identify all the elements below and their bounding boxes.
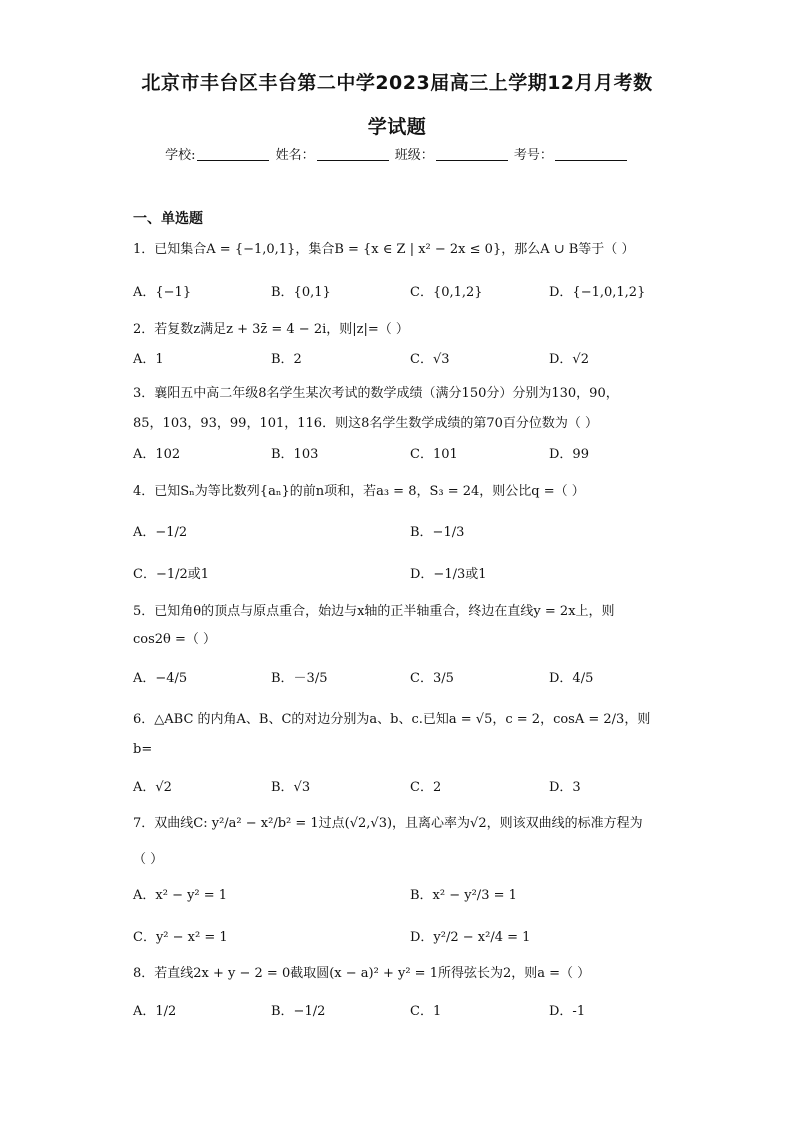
exam-title-line1: 北京市丰台区丰台第二中学2023届高三上学期12月月考数 (141, 72, 653, 94)
question-8-option-b: B．−1/2 (271, 1004, 326, 1019)
question-2-stem: 2．若复数z满足z + 3z̄ = 4 − 2i，则|z|=（ ） (133, 322, 409, 337)
question-5-option-d: D．4/5 (549, 671, 594, 686)
question-6-stem: 6．△ABC 的内角A、B、C的对边分别为a、b、c.已知a = √5，c = 2，cosA = 2/3，则 (133, 712, 651, 727)
question-4-option-a: A．−1/2 (133, 525, 188, 540)
exam-title-line2: 学试题 (367, 116, 427, 138)
question-5-stem: 5．已知角θ的顶点与原点重合，始边与x轴的正半轴重合，终边在直线y = 2x上，则 (133, 604, 615, 619)
question-7-option-b: B．x² − y²/3 = 1 (410, 888, 517, 903)
question-1-option-a: A．{−1} (133, 285, 192, 300)
question-7-option-c: C．y² − x² = 1 (133, 930, 228, 945)
question-5-option-b: B．－3/5 (271, 671, 328, 686)
question-8-option-c: C．1 (410, 1004, 442, 1019)
question-8-option-d: D．-1 (549, 1004, 586, 1019)
question-7-stem-line2: （ ） (133, 852, 164, 867)
question-5-option-a: A．−4/5 (133, 671, 188, 686)
question-6-option-c: C．2 (410, 780, 442, 795)
question-2-option-c: C．√3 (410, 352, 450, 367)
school-label: 学校: (165, 148, 196, 163)
student-info-line (0, 144, 794, 163)
number-blank[interactable] (555, 148, 627, 161)
question-1-option-b: B．{0,1} (271, 285, 331, 300)
question-8-stem: 8．若直线2x + y − 2 = 0截取圆(x − a)² + y² = 1所得弦长为2，则a =（ ） (133, 966, 591, 981)
question-6-stem-line2: b= (133, 742, 153, 757)
question-3-option-d: D．99 (549, 447, 589, 462)
question-4-option-d: D．−1/3或1 (410, 567, 487, 582)
school-blank[interactable] (197, 148, 269, 161)
name-label: 姓名： (275, 148, 315, 163)
question-3-option-b: B．103 (271, 447, 319, 462)
question-4-stem: 4．已知Sₙ为等比数列{aₙ}的前n项和，若a₃ = 8，S₃ = 24，则公比q =（ ） (133, 484, 585, 499)
question-4-option-b: B．−1/3 (410, 525, 465, 540)
question-5-stem-line2: cos2θ =（ ） (133, 632, 217, 647)
number-label: 考号： (513, 148, 553, 163)
question-3-option-a: A．102 (133, 447, 181, 462)
question-3-stem-line2: 85，103，93，99，101，116．则这8名学生数学成绩的第70百分位数为（ ） (133, 416, 599, 431)
question-7-option-a: A．x² − y² = 1 (133, 888, 228, 903)
question-5-option-c: C．3/5 (410, 671, 454, 686)
section-heading-single-choice: 一、单选题 (133, 211, 203, 227)
question-1-option-d: D．{−1,0,1,2} (549, 285, 646, 300)
question-8-option-a: A．1/2 (133, 1004, 177, 1019)
name-blank[interactable] (317, 148, 389, 161)
class-blank[interactable] (436, 148, 508, 161)
question-1-option-c: C．{0,1,2} (410, 285, 483, 300)
question-3-option-c: C．101 (410, 447, 458, 462)
question-6-option-a: A．√2 (133, 780, 172, 795)
question-7-option-d: D．y²/2 − x²/4 = 1 (410, 930, 531, 945)
question-2-option-b: B．2 (271, 352, 302, 367)
question-2-option-a: A．1 (133, 352, 164, 367)
question-2-option-d: D．√2 (549, 352, 589, 367)
question-6-option-b: B．√3 (271, 780, 311, 795)
question-6-option-d: D．3 (549, 780, 581, 795)
question-7-stem: 7．双曲线C: y²/a² − x²/b² = 1过点(√2,√3)，且离心率为√2，则该双曲线的标准方程为 (133, 816, 643, 831)
question-3-stem: 3．襄阳五中高二年级8名学生某次考试的数学成绩（满分150分）分别为130，90， (133, 386, 619, 401)
question-1-stem: 1．已知集合A = {−1,0,1}，集合B = {x ∈ Z | x² − 2x ≤ 0}，那么A ∪ B等于（ ） (133, 242, 635, 257)
question-4-option-c: C．−1/2或1 (133, 567, 210, 582)
class-label: 班级： (394, 148, 434, 163)
